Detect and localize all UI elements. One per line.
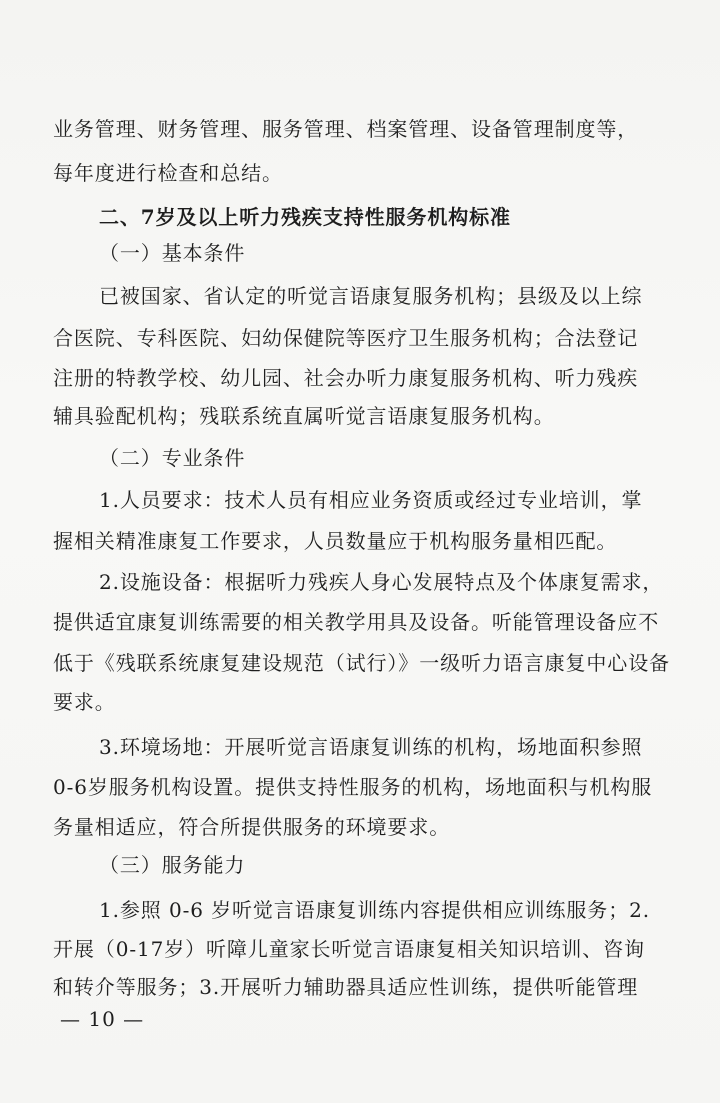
paragraph-line: 3.环境场地：开展听觉言语康复训练的机构，场地面积参照 <box>99 735 643 759</box>
paragraph-line: 辅具验配机构；残联系统直属听觉言语康复服务机构。 <box>53 404 555 428</box>
paragraph-line: 和转介等服务；3.开展听力辅助器具适应性训练，提供听能管理 <box>53 975 639 999</box>
paragraph-line: 1.人员要求：技术人员有相应业务资质或经过专业培训，掌 <box>99 488 643 512</box>
paragraph-line: 注册的特教学校、幼儿园、社会办听力康复服务机构、听力残疾 <box>53 366 639 390</box>
paragraph-line: 2.设施设备：根据听力残疾人身心发展特点及个体康复需求， <box>99 570 664 594</box>
subsection-heading: （三）服务能力 <box>99 853 246 877</box>
subsection-heading: （二）专业条件 <box>99 446 246 470</box>
section-heading: 二、7岁及以上听力残疾支持性服务机构标准 <box>99 205 511 229</box>
paragraph-line: 合医院、专科医院、妇幼保健院等医疗卫生服务机构；合法登记 <box>53 326 639 350</box>
paragraph-line: 务量相适应，符合所提供服务的环境要求。 <box>53 815 451 839</box>
paragraph-line: 低于《残联系统康复建设规范（试行）》一级听力语言康复中心设备 <box>53 651 670 675</box>
paragraph-line: 业务管理、财务管理、服务管理、档案管理、设备管理制度等， <box>53 117 639 141</box>
paragraph-line: 要求。 <box>53 690 116 714</box>
paragraph-line: 1.参照 0-6 岁听觉言语康复训练内容提供相应训练服务；2. <box>99 898 650 922</box>
subsection-heading: （一）基本条件 <box>99 241 246 265</box>
paragraph-line: 提供适宜康复训练需要的相关教学用具及设备。听能管理设备应不 <box>53 610 660 634</box>
paragraph-line: 开展（0-17岁）听障儿童家长听觉言语康复相关知识培训、咨询 <box>53 937 645 961</box>
paragraph-line: 0-6岁服务机构设置。提供支持性服务的机构，场地面积与机构服 <box>53 775 653 799</box>
paragraph-line: 每年度进行检查和总结。 <box>53 161 283 185</box>
paragraph-line: 握相关精准康复工作要求，人员数量应于机构服务量相匹配。 <box>53 529 618 553</box>
page-number: — 10 — <box>60 1007 145 1031</box>
paragraph-line: 已被国家、省认定的听觉言语康复服务机构；县级及以上综 <box>99 284 643 308</box>
